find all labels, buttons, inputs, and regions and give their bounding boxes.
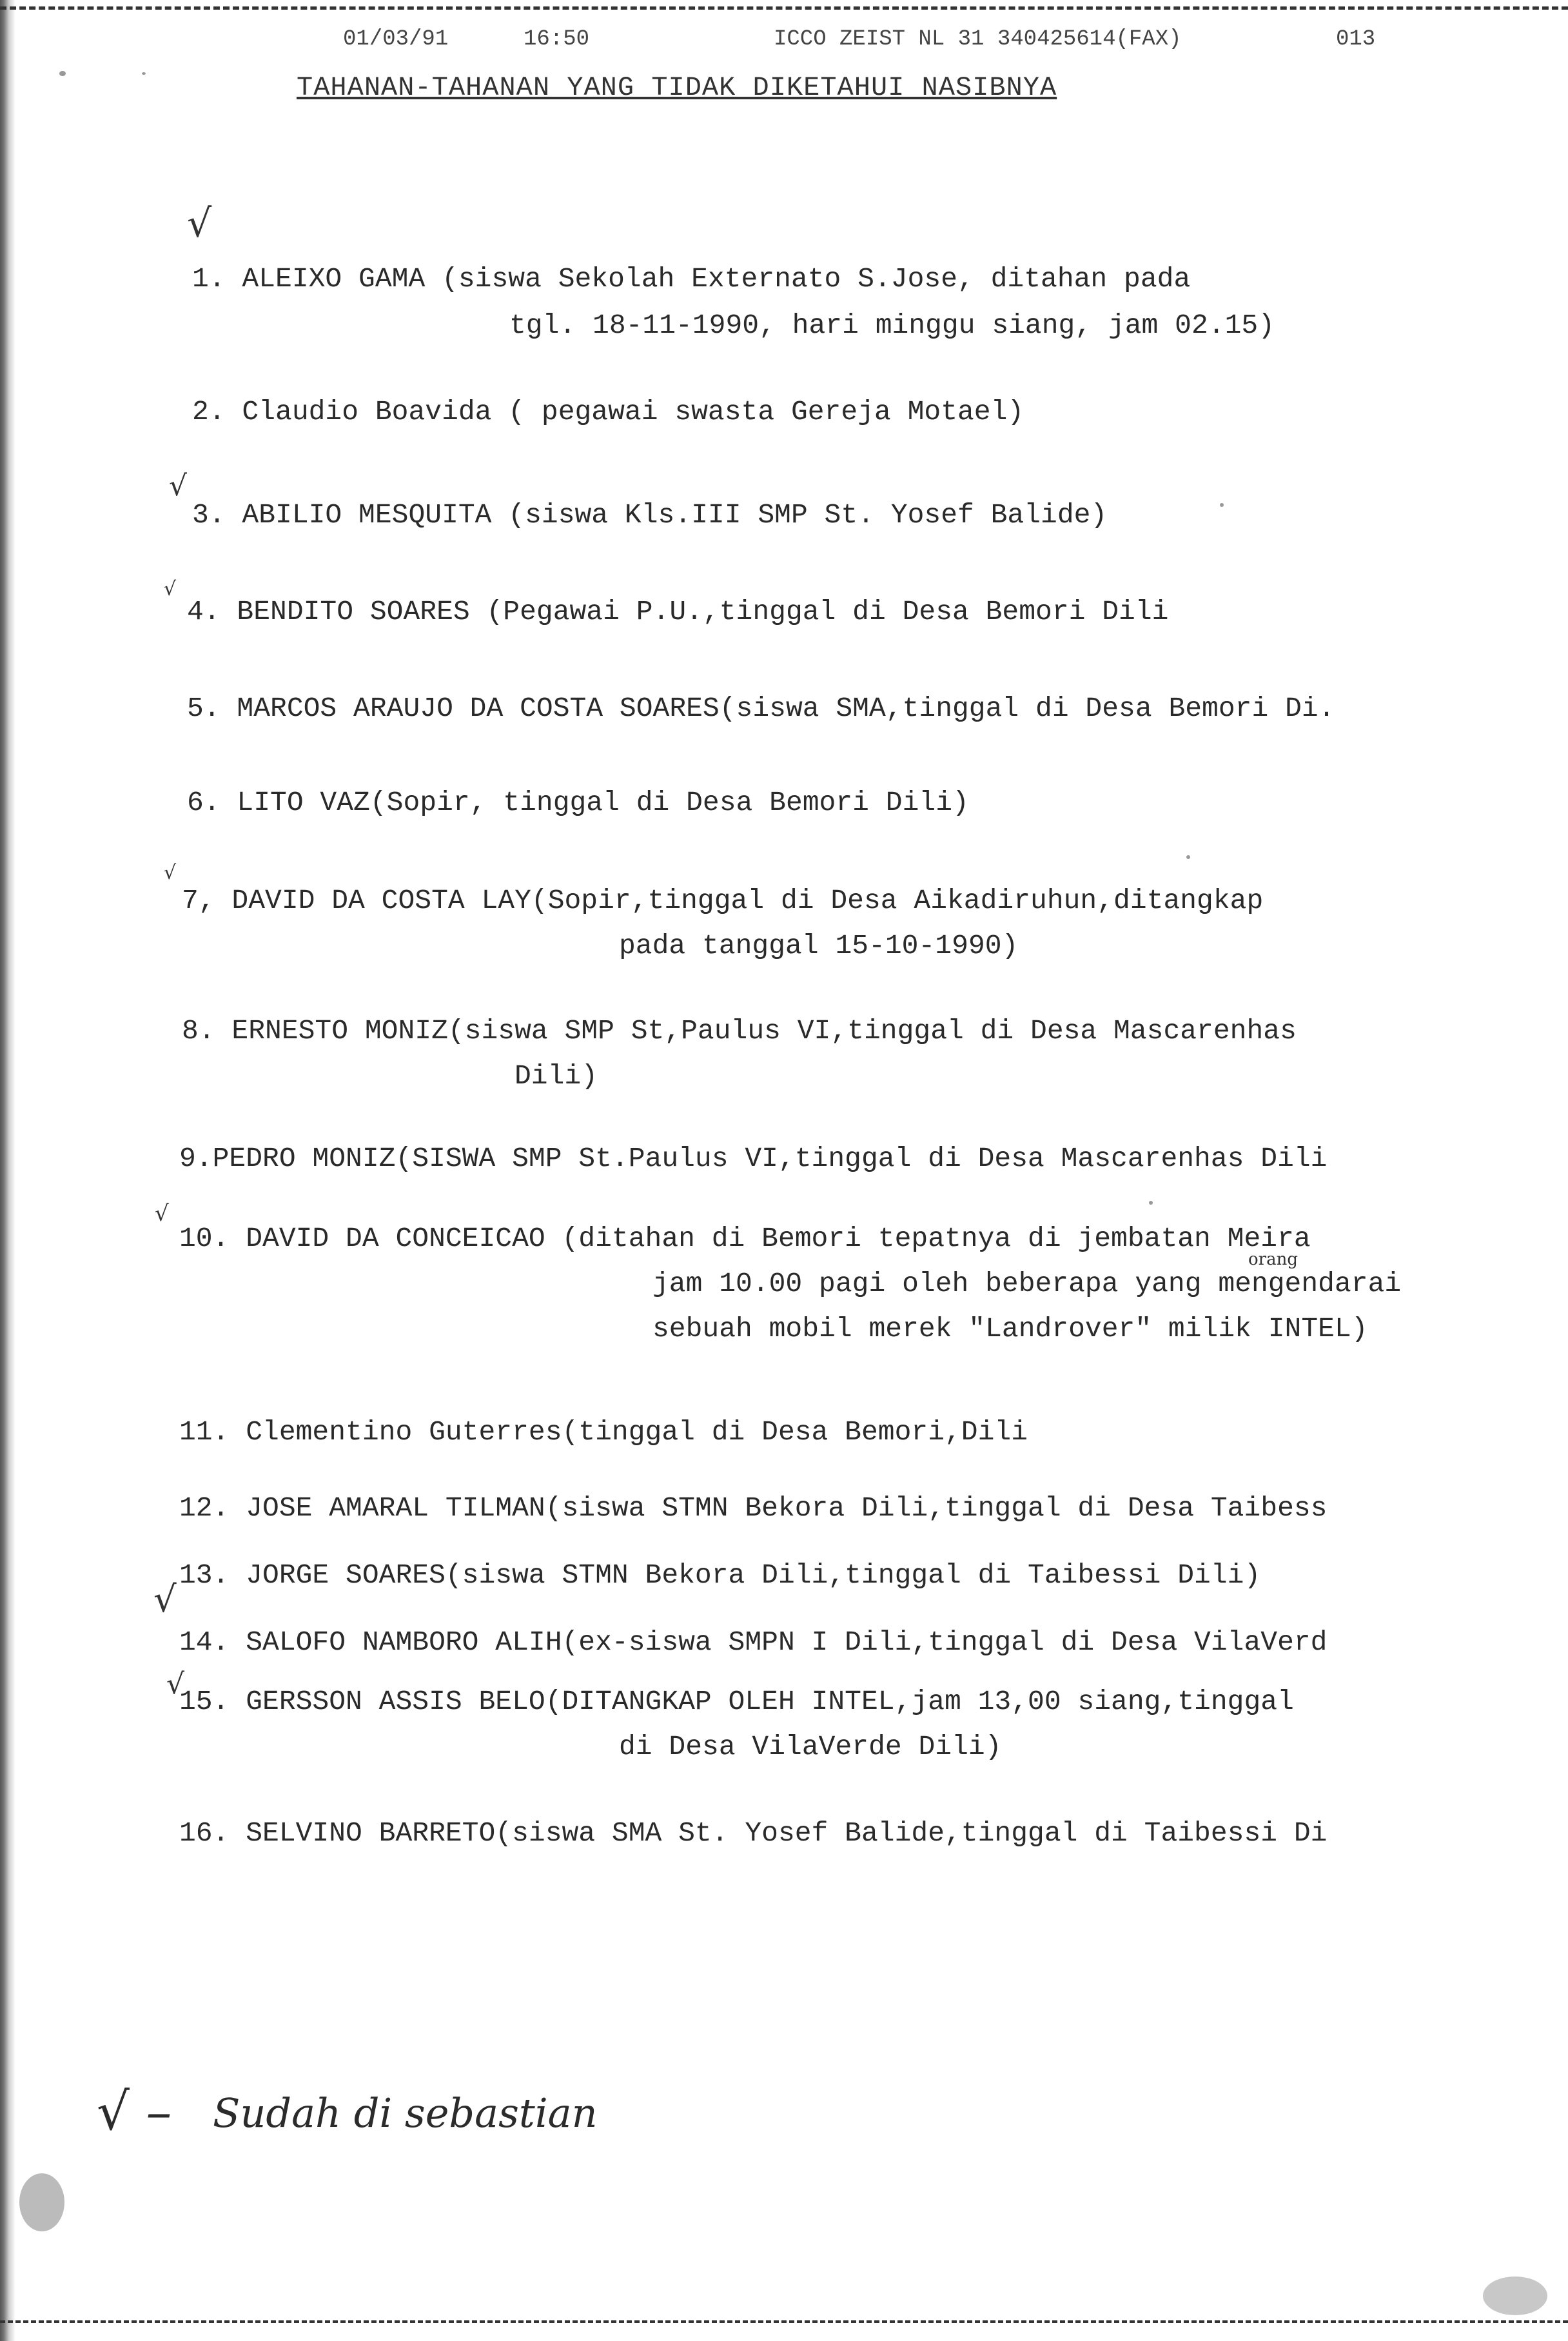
prisoner-entry-8: 8. ERNESTO MONIZ(siswa SMP St,Paulus VI,tinggal di Desa Mascarenhas (182, 1015, 1297, 1047)
check-mark-icon: √ (155, 1201, 169, 1227)
check-mark-icon: √ (187, 201, 212, 246)
prisoner-entry-4: 4. BENDITO SOARES (Pegawai P.U.,tinggal di Desa Bemori Dili (187, 596, 1169, 627)
scan-speck (1220, 503, 1224, 507)
prisoner-entry-7: 7, DAVID DA COSTA LAY(Sopir,tinggal di Desa Aikadiruhun,ditangkap (182, 885, 1264, 916)
scan-smudge (19, 2173, 64, 2231)
handwritten-check-icon: √ – (97, 2082, 172, 2142)
prisoner-entry-14: 14. SALOFO NAMBORO ALIH(ex-siswa SMPN I Dili,tinggal di Desa VilaVerd (179, 1626, 1328, 1658)
check-mark-icon: √ (153, 1579, 177, 1621)
check-mark-icon: √ (164, 578, 177, 600)
prisoner-entry-8-continuation: Dili) (514, 1060, 598, 1092)
handwritten-note: Sudah di sebastian (213, 2089, 598, 2137)
scan-speck (142, 72, 146, 75)
prisoner-entry-15: 15. GERSSON ASSIS BELO(DITANGKAP OLEH INTEL,jam 13,00 siang,tinggal (179, 1686, 1294, 1717)
fax-sender: ICCO ZEIST NL 31 340425614(FAX) (774, 27, 1182, 52)
fax-time: 16:50 (524, 27, 590, 52)
fax-page-number: 013 (1336, 27, 1376, 52)
top-perforation-line (0, 6, 1568, 10)
document-title: TAHANAN-TAHANAN YANG TIDAK DIKETAHUI NASIBNYA (297, 72, 1057, 103)
prisoner-entry-9: 9.PEDRO MONIZ(SISWA SMP St.Paulus VI,tinggal di Desa Mascarenhas Dili (179, 1143, 1328, 1174)
prisoner-entry-3: 3. ABILIO MESQUITA (siswa Kls.III SMP St. Yosef Balide) (192, 499, 1108, 531)
scan-speck (59, 71, 66, 76)
prisoner-entry-11: 11. Clementino Guterres(tinggal di Desa Bemori,Dili (179, 1416, 1028, 1448)
prisoner-entry-10: 10. DAVID DA CONCEICAO (ditahan di Bemori tepatnya di jembatan Meira (179, 1223, 1311, 1254)
check-mark-icon: √ (169, 469, 188, 502)
prisoner-entry-1-continuation: tgl. 18-11-1990, hari minggu siang, jam 02.15) (509, 310, 1275, 341)
prisoner-entry-5: 5. MARCOS ARAUJO DA COSTA SOARES(siswa SMA,tinggal di Desa Bemori Di. (187, 693, 1335, 724)
check-mark-icon: √ (164, 862, 177, 884)
prisoner-entry-10-continuation: jam 10.00 pagi oleh beberapa yang mengendarai (652, 1268, 1402, 1299)
scan-smudge (1483, 2277, 1547, 2315)
prisoner-entry-6: 6. LITO VAZ(Sopir, tinggal di Desa Bemori Dili) (187, 787, 969, 818)
bottom-perforation-line (0, 2320, 1568, 2323)
prisoner-entry-7-continuation: pada tanggal 15-10-1990) (619, 930, 1019, 962)
prisoner-entry-15-continuation: di Desa VilaVerde Dili) (619, 1731, 1002, 1763)
prisoner-entry-13: 13. JORGE SOARES(siswa STMN Bekora Dili,tinggal di Taibessi Dili) (179, 1559, 1261, 1591)
prisoner-entry-2: 2. Claudio Boavida ( pegawai swasta Gereja Motael) (192, 396, 1024, 428)
prisoner-entry-10-continuation: sebuah mobil merek "Landrover" milik INTEL) (652, 1313, 1368, 1345)
prisoner-entry-16: 16. SELVINO BARRETO(siswa SMA St. Yosef Balide,tinggal di Taibessi Di (179, 1817, 1328, 1849)
page-left-edge (0, 0, 15, 2341)
prisoner-entry-1: 1. ALEIXO GAMA (siswa Sekolah Externato S.Jose, ditahan pada (192, 263, 1191, 295)
check-mark-icon: √ (166, 1668, 185, 1701)
scan-speck (1186, 855, 1190, 859)
fax-header (0, 27, 1568, 53)
prisoner-entry-12: 12. JOSE AMARAL TILMAN(siswa STMN Bekora Dili,tinggal di Desa Taibess (179, 1492, 1328, 1524)
fax-date: 01/03/91 (343, 27, 449, 52)
scan-speck (1149, 1201, 1153, 1205)
insertion-note: orang (1248, 1250, 1298, 1269)
